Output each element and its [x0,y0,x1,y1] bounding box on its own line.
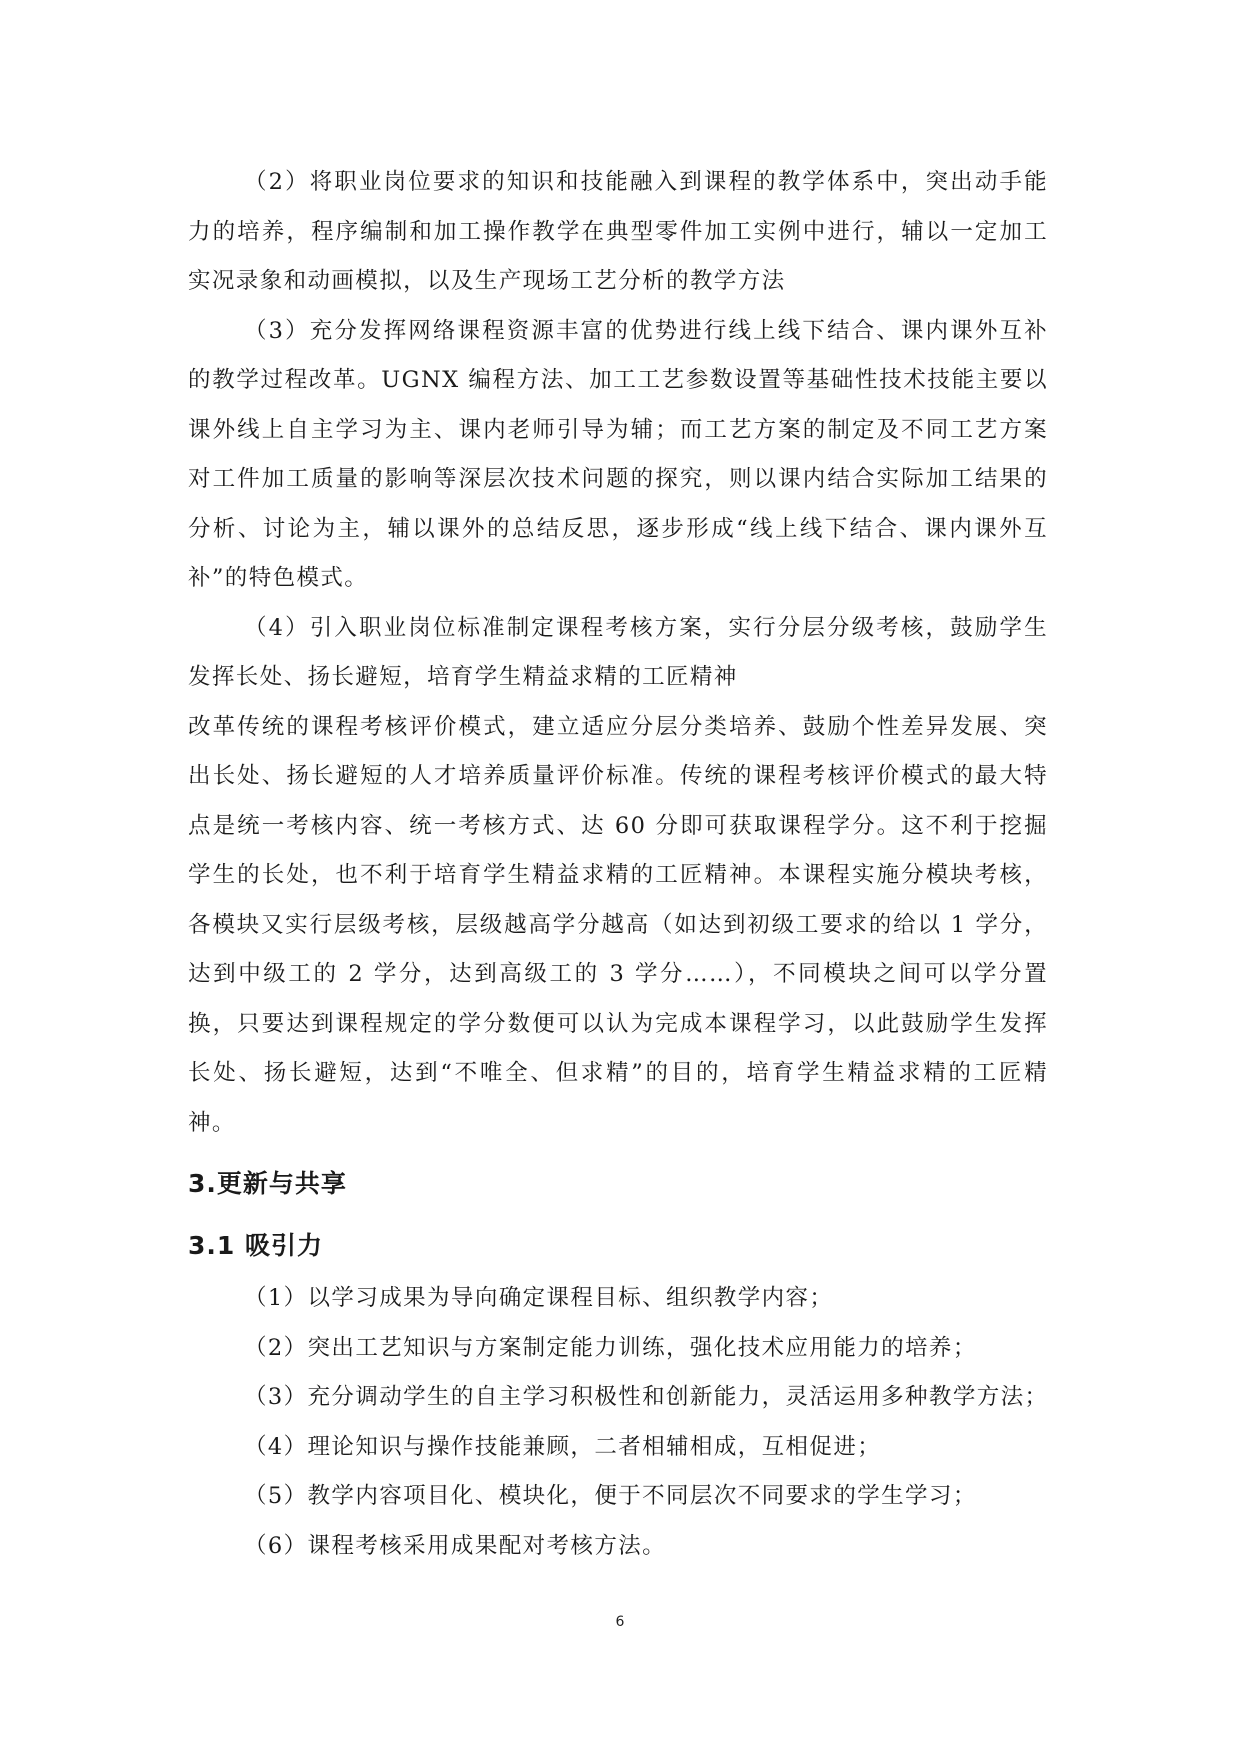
paragraph-item-4: （4）引入职业岗位标准制定课程考核方案，实行分层分级考核，鼓励学生发挥长处、扬长避短，培育学生精益求精的工匠精神 [188,614,1048,690]
paragraph-item-3: （3）充分发挥网络课程资源丰富的优势进行线上线下结合、课内课外互补的教学过程改革。UGNX 编程方法、加工工艺参数设置等基础性技术技能主要以课外线上自主学习为主、课内老师引导为辅；而工艺方案的制定及不同工艺方案对工件加工质量的影响等深层次技术问题的探究，则以课内结合实际加工结果的分析、讨论为主，辅以课外的总结反思，逐步形成“线上线下结合、课内课外互补”的特色模式。 [188,317,1048,591]
paragraph-assessment-reform: 改革传统的课程考核评价模式，建立适应分层分类培养、鼓励个性差异发展、突出长处、扬长避短的人才培养质量评价标准。传统的课程考核评价模式的最大特点是统一考核内容、统一考核方式、达 60 分即可获取课程学分。这不利于挖掘学生的长处，也不利于培育学生精益求精的工匠精神。本课程实施分模块考核，各模块又实行层级考核，层级越高学分越高（如达到初级工要求的给以 1 学分，达到中级工的 2 学分，达到高级工的 3 学分……），不同模块之间可以学分置换，只要达到课程规定的学分数便可以认为完成本课程学习，以此鼓励学生发挥长处、扬长避短，达到“不唯全、但求精”的目的，培育学生精益求精的工匠精神。 [188,713,1048,1136]
page-content [188,158,1048,1571]
page-number: 6 [615,1614,625,1630]
subsection-heading: 3.1 吸引力 [188,1231,323,1260]
list-item: （1）以学习成果为导向确定课程目标、组织教学内容； [244,1285,834,1311]
list-item: （3）充分调动学生的自主学习积极性和创新能力，灵活运用多种教学方法； [244,1384,1049,1410]
list-item: （5）教学内容项目化、模块化，便于不同层次不同要求的学生学习； [244,1483,977,1509]
list-item: （2）突出工艺知识与方案制定能力训练，强化技术应用能力的培养； [244,1334,977,1361]
list-item: （6）课程考核采用成果配对考核方法。 [244,1532,667,1559]
list-item: （4）理论知识与操作技能兼顾，二者相辅相成，互相促进； [244,1433,882,1460]
paragraph-item-2: （2）将职业岗位要求的知识和技能融入到课程的教学体系中，突出动手能力的培养，程序编制和加工操作教学在典型零件加工实例中进行，辅以一定加工实况录象和动画模拟，以及生产现场工艺分析的教学方法 [188,169,1048,294]
section-heading: 3.更新与共享 [188,1169,347,1198]
